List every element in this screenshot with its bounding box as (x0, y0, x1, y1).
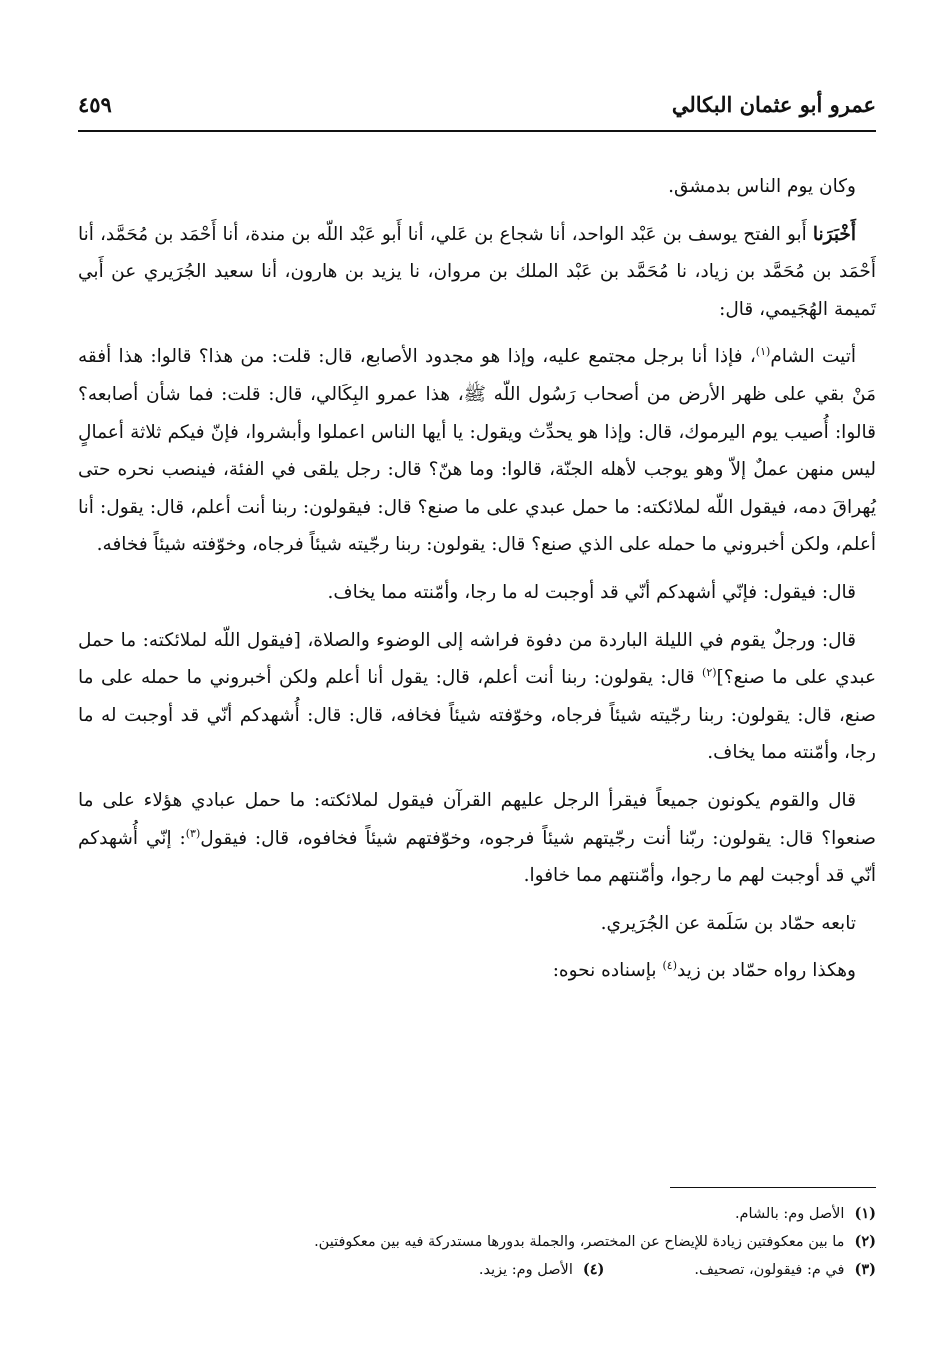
footnote-text: في م: فيقولون، تصحيف. (694, 1262, 845, 1278)
paragraph-4-text: قال: فيقول: فإنّي أشهدكم أنّي قد أوجبت له ما رجا، وأمّنته مما يخاف. (327, 581, 856, 603)
header-rule (78, 130, 876, 132)
footnote-row (78, 1256, 876, 1284)
paragraph-6 (78, 782, 876, 895)
footnote-text: الأصل وم: يزيد. (478, 1262, 573, 1278)
footnote-4 (479, 1256, 605, 1284)
running-head: عمرو أبو عثمان البكالي (671, 92, 876, 117)
footnotes (78, 1200, 876, 1284)
footnote-ref-3[interactable]: (٣) (185, 826, 201, 840)
footnote-ref-2[interactable]: (٢) (702, 665, 717, 679)
paragraph-8-text-b: بإسناده نحوه: (552, 960, 663, 982)
footnote-rule (670, 1187, 876, 1188)
paragraph-4 (78, 574, 876, 612)
footnote-number: (٣) (854, 1261, 876, 1278)
paragraph-6-text-b: : إنّي أُشهدكم أنّي قد أوجبت لهم ما رجوا، وأمّنتهم مما خافوا. (78, 827, 876, 887)
paragraph-3-text-a: أتيت الشام (770, 346, 856, 368)
paragraph-3 (78, 338, 876, 564)
paragraph-1 (78, 168, 876, 206)
footnote-number: (٢) (854, 1233, 876, 1250)
paragraph-8 (78, 952, 876, 990)
paragraph-8-text-a: وهكذا رواه حمّاد بن زيد (676, 960, 856, 982)
paragraph-7-text: تابعه حمّاد بن سَلَمة عن الجُرَيري. (600, 912, 856, 934)
footnote-3 (694, 1256, 876, 1284)
paragraph-2-text: أَبو الفتح يوسف بن عَبْد الواحد، أنا شجاع بن عَلي، أنا أَبو عَبْد اللّه بن مندة، أنا أَحْمَد بن مُحَمَّد، أنا أَحْمَد بن مُحَمَّد بن زياد، نا مُحَمَّد بن عَبْد الملك بن مروان، نا يزيد بن هارون، أنا سعيد الجُرَيري عن أَبي تَميمة الهُجَيمي، قال: (78, 223, 876, 320)
paragraph-5 (78, 622, 876, 772)
body-text (78, 168, 876, 1000)
paragraph-3-text-b: ، فإذا أنا برجل مجتمع عليه، وإذا هو مجدود الأصابع، قال: قلت: من هذا؟ قالوا: هذا أفقه مَنْ بقي على ظهر الأرض من أصحاب رَسُول اللّه ﷺ، هذا عمرو البِكَالي، قال: قلت: فما شأن أصابعه؟ قالوا: أُصيب يوم اليرموك، قال: وإذا هو يحدِّث ويقول: يا أيها الناس اعملوا وأبشروا، فإنّ فيكم ثلاثة أعمالٍ ليس منهن عملٌ إلاّ وهو يوجب لأهله الجنّة، قالوا: وما هنّ؟ قال: رجل يلقى في الفئة، فينصب نحره حتى يُهراقَ دمه، فيقول اللّه لملائكته: ما حمل عبدي على ما صنع؟ قال: فيقولون: ربنا أنت أعلم، قال: يقول: أنا أعلم، ولكن أخبروني ما حمله على الذي صنع؟ قال: يقولون: ربنا رجّيته شيئاً فرجاه، وخوّفته شيئاً فخافه. (78, 346, 876, 556)
paragraph-7 (78, 905, 876, 943)
paragraph-6-text-a: قال والقوم يكونون جميعاً فيقرأ الرجل عليهم القرآن فيقول لملائكته: ما حمل عبادي هؤلاء على ما صنعوا؟ قال: يقولون: ربّنا أنت رجّيتهم شيئاً فرجوه، وخوّفتهم شيئاً فخافوه، قال: فيقول (78, 789, 877, 849)
footnote-2 (78, 1228, 876, 1256)
page-number: ٤٥٩ (78, 92, 112, 117)
footnote-1 (78, 1200, 876, 1228)
page-header (78, 92, 876, 128)
footnote-number: (٤) (582, 1261, 605, 1278)
footnote-number: (١) (854, 1205, 876, 1222)
paragraph-2-lead-word: أَخْبَرَنا (812, 223, 856, 245)
paragraph-2 (78, 216, 876, 329)
paragraph-5-text-b: قال: يقولون: ربنا أنت أعلم، قال: يقول أنا أعلم ولكن أخبروني ما حمله على ما صنع، قال: يقولون: ربنا رجّيته شيئاً فرجاه، وخوّفته شيئاً فخافه، قال: قال: أُشهدكم أنّي قد أوجبت له ما رجا، وأمّنته مما يخاف. (78, 667, 876, 764)
footnote-ref-4[interactable]: (٤) (662, 959, 677, 973)
footnote-text: الأصل وم: بالشام. (734, 1206, 845, 1222)
paragraph-5-text-a: قال: ورجلٌ يقوم في الليلة الباردة من دفوة فراشه إلى الوضوء والصلاة، [فيقول اللّه لملائكته: ما حمل عبدي على ما صنع؟] (78, 629, 876, 689)
footnote-text: ما بين معكوفتين زيادة للإيضاح عن المختصر، والجملة بدورها مستدركة فيه بين معكوفتين. (314, 1234, 845, 1250)
paragraph-1-text: وكان يوم الناس بدمشق. (668, 176, 856, 197)
footnote-ref-1[interactable]: (١) (755, 345, 771, 359)
